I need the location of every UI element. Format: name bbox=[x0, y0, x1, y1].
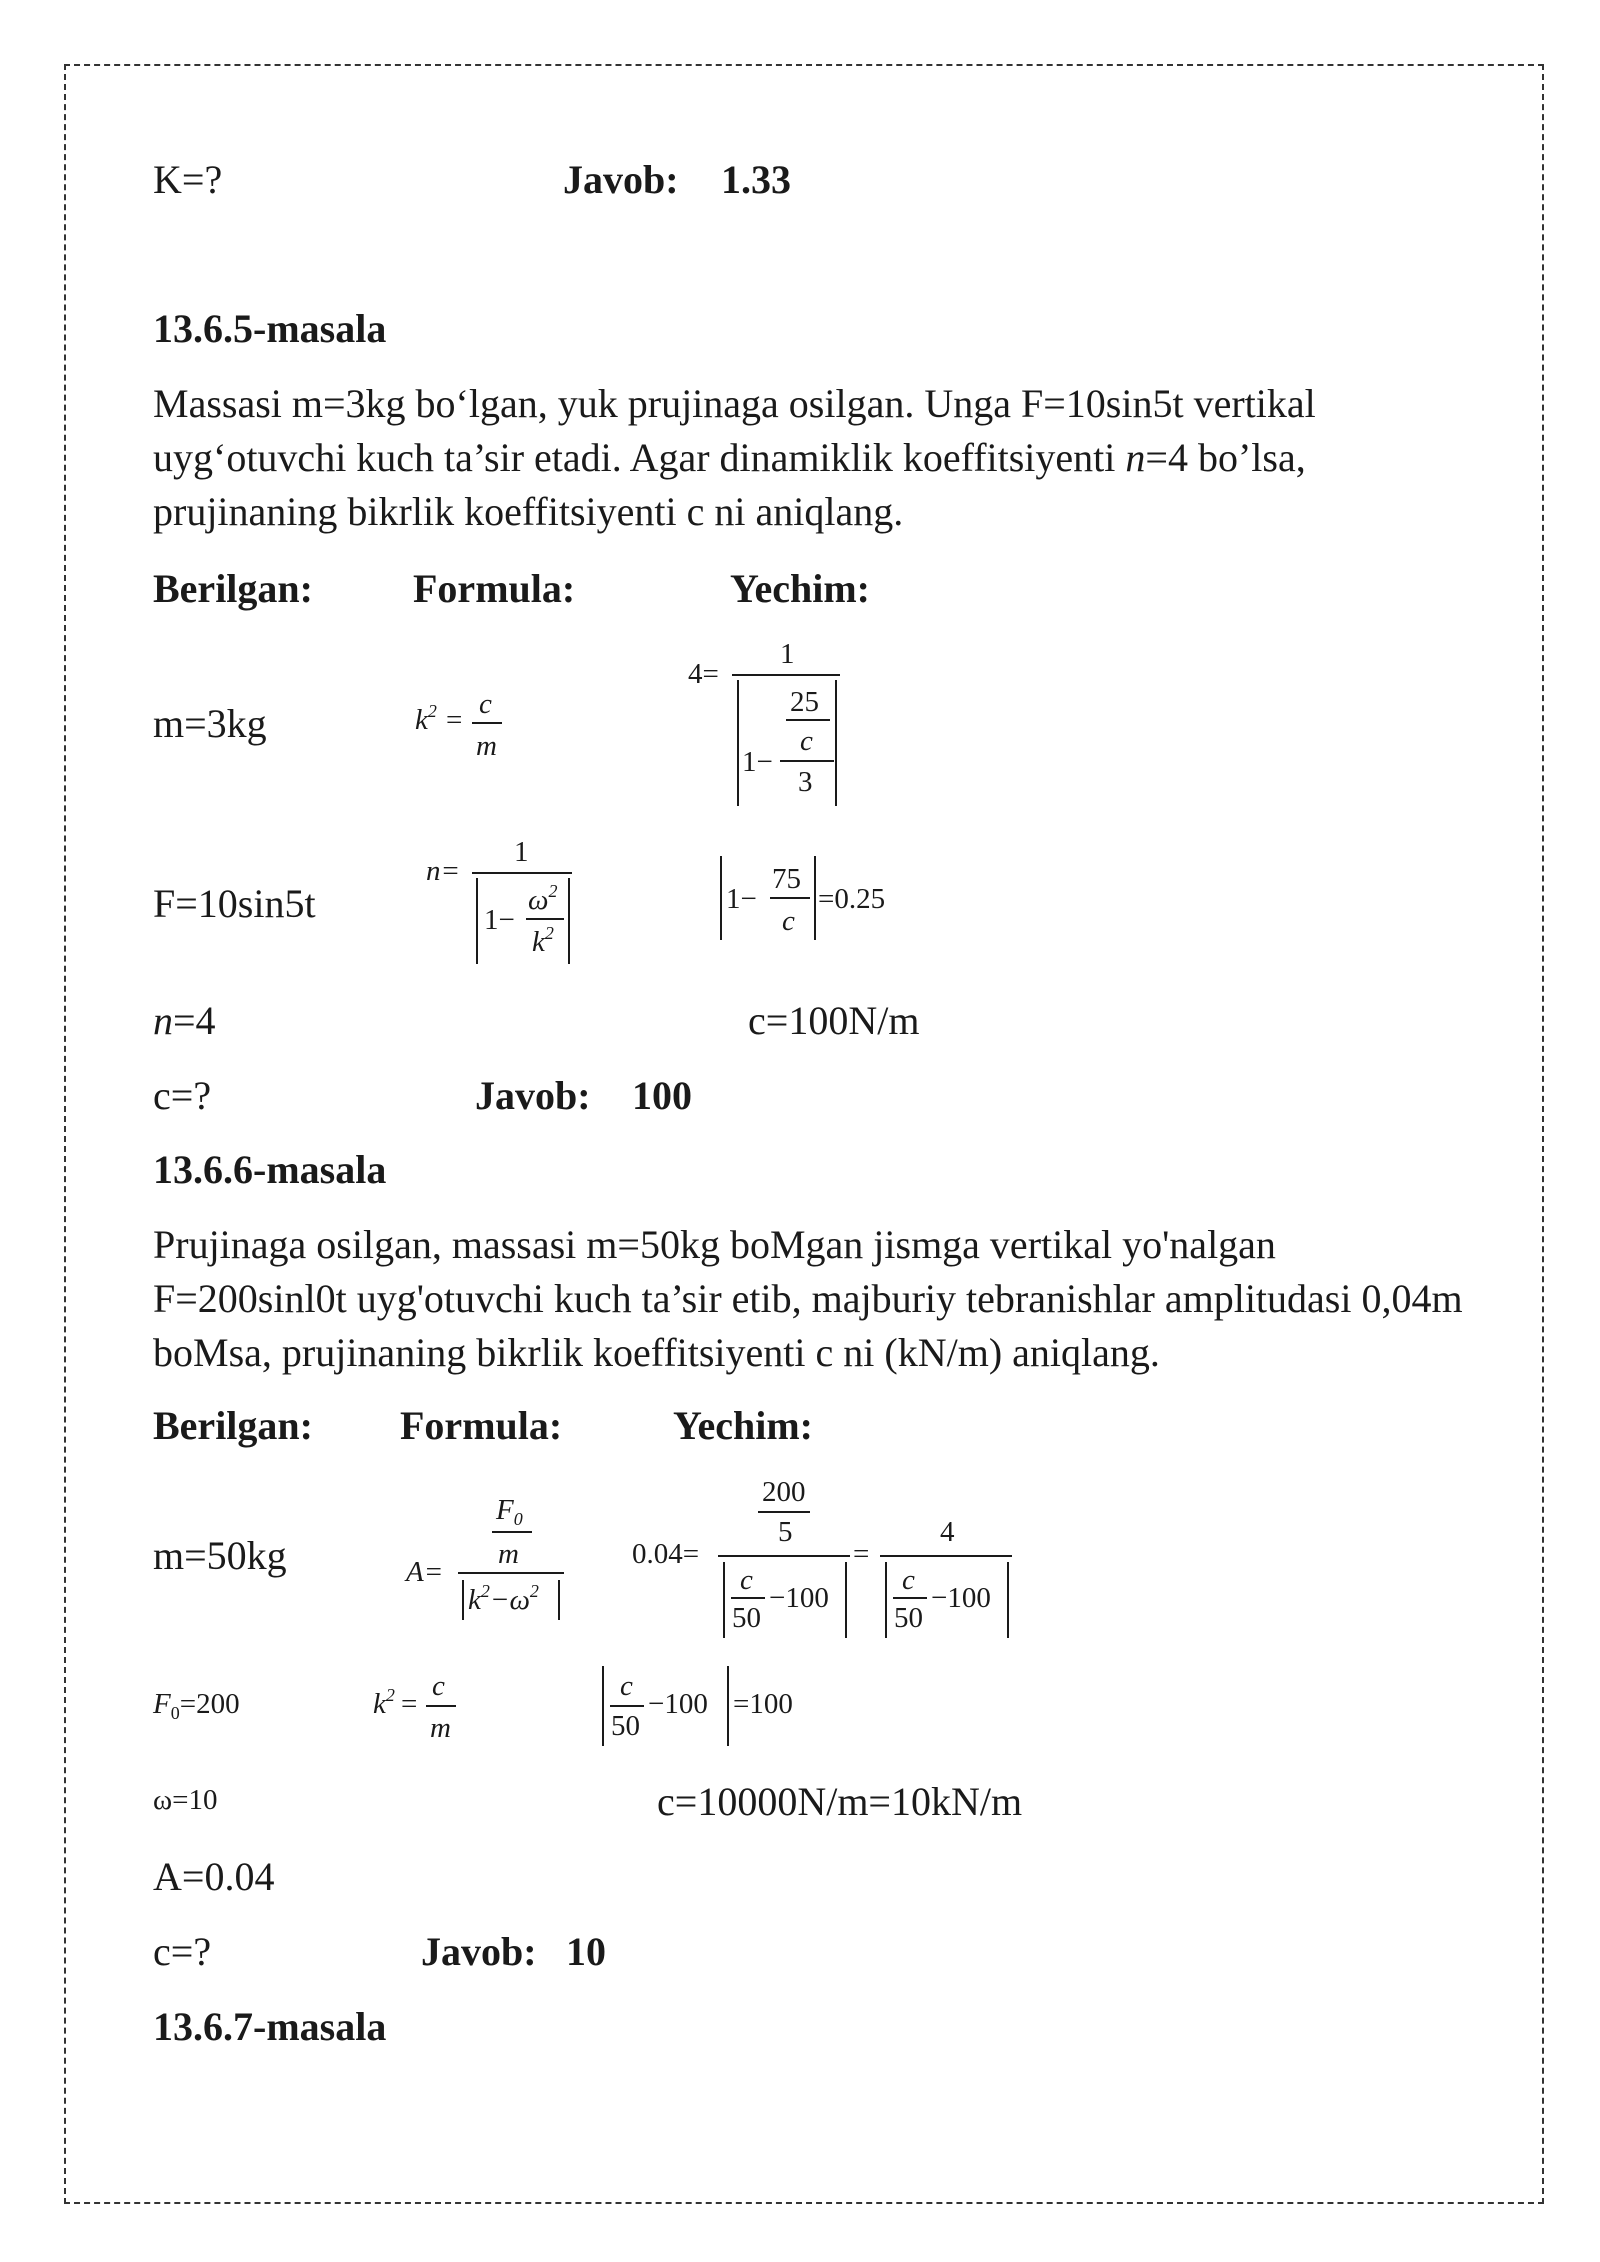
fraction-bar bbox=[526, 918, 564, 920]
k-unknown: K=? bbox=[153, 157, 223, 202]
answer-value: 10 bbox=[566, 1929, 606, 1974]
abs-bar-left bbox=[885, 1562, 887, 1638]
variable-c: c bbox=[740, 1564, 753, 1596]
given-amplitude: A=0.04 bbox=[153, 1854, 275, 1899]
unknown-c: c=? bbox=[153, 1073, 212, 1118]
variable-m: m bbox=[498, 1538, 519, 1570]
unknown-c: c=? bbox=[153, 1929, 212, 1974]
minus-100: −100 bbox=[931, 1582, 991, 1614]
result: c=10000N/m=10kN/m bbox=[657, 1779, 1023, 1824]
given-amplitude-force: $F_0=200$ bbox=[153, 1688, 240, 1723]
fraction-bar bbox=[731, 1597, 765, 1599]
one-minus: 1− bbox=[484, 904, 515, 936]
fraction-bar bbox=[472, 872, 572, 874]
equals-sign: = bbox=[853, 1538, 870, 1570]
formula-heading: Formula: bbox=[400, 1403, 563, 1448]
abs-bar-left bbox=[462, 1580, 464, 1620]
solution-heading: Yechim: bbox=[730, 566, 870, 611]
equals-sign: = bbox=[401, 1688, 418, 1720]
variable-c: c bbox=[782, 905, 795, 937]
answer-label: Javob: bbox=[475, 1073, 591, 1118]
abs-bar-right bbox=[835, 680, 837, 806]
numerator-75: 75 bbox=[772, 863, 801, 895]
abs-bar-left bbox=[723, 1562, 725, 1638]
fraction-bar bbox=[458, 1572, 564, 1574]
fraction-bar bbox=[472, 722, 502, 724]
fraction-bar bbox=[880, 1555, 1012, 1557]
fraction-bar bbox=[770, 897, 810, 899]
formula-k-squared: $k^2$ bbox=[415, 701, 437, 736]
numerator-4: 4 bbox=[940, 1516, 955, 1548]
fraction-bar bbox=[786, 719, 830, 721]
equation-lhs: 4= bbox=[688, 658, 719, 690]
formula-k-squared: $k^2$ bbox=[373, 1685, 395, 1720]
numerator-25: 25 bbox=[790, 686, 819, 718]
k-squared-minus-omega-squared: $k^2-\omega^2$ bbox=[468, 1581, 539, 1616]
answer-label: Javob: bbox=[563, 157, 679, 202]
fraction-bar bbox=[426, 1705, 456, 1707]
minus-100: −100 bbox=[648, 1688, 708, 1720]
denominator-50: 50 bbox=[611, 1710, 640, 1742]
equation-rhs: =0.25 bbox=[818, 883, 886, 915]
given-force: F=10sin5t bbox=[153, 881, 316, 926]
abs-bar-left bbox=[737, 680, 739, 806]
abs-bar-left bbox=[720, 856, 722, 940]
problem-title: 13.6.5-masala bbox=[153, 306, 387, 351]
minus-100: −100 bbox=[769, 1582, 829, 1614]
F0: $F_0$ bbox=[496, 1494, 523, 1529]
answer-label: Javob: bbox=[421, 1929, 537, 1974]
answer-value: 100 bbox=[632, 1073, 692, 1118]
fraction-numerator: c bbox=[432, 1670, 445, 1702]
abs-bar-right bbox=[727, 1666, 729, 1746]
abs-bar-right bbox=[1007, 1562, 1009, 1638]
variable-c: c bbox=[620, 1670, 633, 1702]
formula-A: A= bbox=[406, 1556, 444, 1588]
problem-title: 13.6.7-masala bbox=[153, 2004, 387, 2049]
given-omega: ω=10 bbox=[153, 1784, 218, 1816]
given-heading: Berilgan: bbox=[153, 566, 313, 611]
result: c=100N/m bbox=[748, 998, 920, 1043]
abs-bar-right bbox=[568, 878, 570, 964]
fraction-denominator: m bbox=[476, 730, 497, 762]
formula-n: n= bbox=[426, 855, 461, 887]
answer-value: 1.33 bbox=[721, 157, 791, 202]
problem-statement: Massasi m=3kg bo‘lgan, yuk prujinaga osilgan. Unga F=10sin5t vertikal uyg‘otuvchi kuch ta’sir etadi. Agar dinamiklik koeffitsiyenti n=4 bo’lsa, prujinaning bikrlik koeffitsiyenti c ni aniqlang. bbox=[153, 381, 1316, 534]
given-n: n=4 bbox=[153, 998, 216, 1043]
fraction-numerator: c bbox=[479, 688, 492, 720]
k-squared: $k^2$ bbox=[532, 923, 554, 958]
denominator-50: 50 bbox=[894, 1602, 923, 1634]
fraction-bar bbox=[893, 1597, 927, 1599]
equation-rhs: =100 bbox=[733, 1688, 793, 1720]
problem-statement: Prujinaga osilgan, massasi m=50kg boMgan jismga vertikal yo'nalgan F=200sinl0t uyg'otuvchi kuch ta’sir etib, majburiy tebranishlar amplitudasi 0,04m boMsa, prujinaning bikrlik koeffitsiyenti c ni (kN/m) aniqlang. bbox=[153, 1222, 1463, 1375]
denominator-3: 3 bbox=[798, 766, 813, 798]
fraction-bar bbox=[732, 674, 840, 676]
denominator-50: 50 bbox=[732, 1602, 761, 1634]
solution-heading: Yechim: bbox=[673, 1403, 813, 1448]
equals-sign: = bbox=[446, 704, 463, 736]
one-minus: 1− bbox=[726, 883, 757, 915]
numerator-200: 200 bbox=[762, 1476, 806, 1508]
abs-bar-right bbox=[558, 1580, 560, 1620]
problem-title: 13.6.6-masala bbox=[153, 1147, 387, 1192]
equation-lhs: 0.04= bbox=[632, 1538, 700, 1570]
variable-c: c bbox=[902, 1564, 915, 1596]
one-minus: 1− bbox=[742, 746, 773, 778]
fraction-bar bbox=[780, 760, 834, 762]
fraction-denominator: m bbox=[430, 1712, 451, 1744]
formula-heading: Formula: bbox=[413, 566, 576, 611]
abs-bar-right bbox=[845, 1562, 847, 1638]
variable-c: c bbox=[800, 725, 813, 757]
fraction-numerator: 1 bbox=[514, 836, 529, 868]
abs-bar-left bbox=[476, 878, 478, 964]
fraction-numerator: 1 bbox=[780, 638, 795, 670]
given-heading: Berilgan: bbox=[153, 1403, 313, 1448]
abs-bar-right bbox=[814, 856, 816, 940]
fraction-bar bbox=[610, 1705, 644, 1707]
omega-squared: $\omega^2$ bbox=[528, 881, 558, 916]
abs-bar-left bbox=[602, 1666, 604, 1746]
fraction-bar bbox=[492, 1531, 532, 1533]
fraction-bar bbox=[718, 1555, 850, 1557]
denominator-5: 5 bbox=[778, 1516, 793, 1548]
given-mass: m=3kg bbox=[153, 701, 267, 746]
given-mass: m=50kg bbox=[153, 1533, 287, 1578]
fraction-bar bbox=[758, 1511, 810, 1513]
